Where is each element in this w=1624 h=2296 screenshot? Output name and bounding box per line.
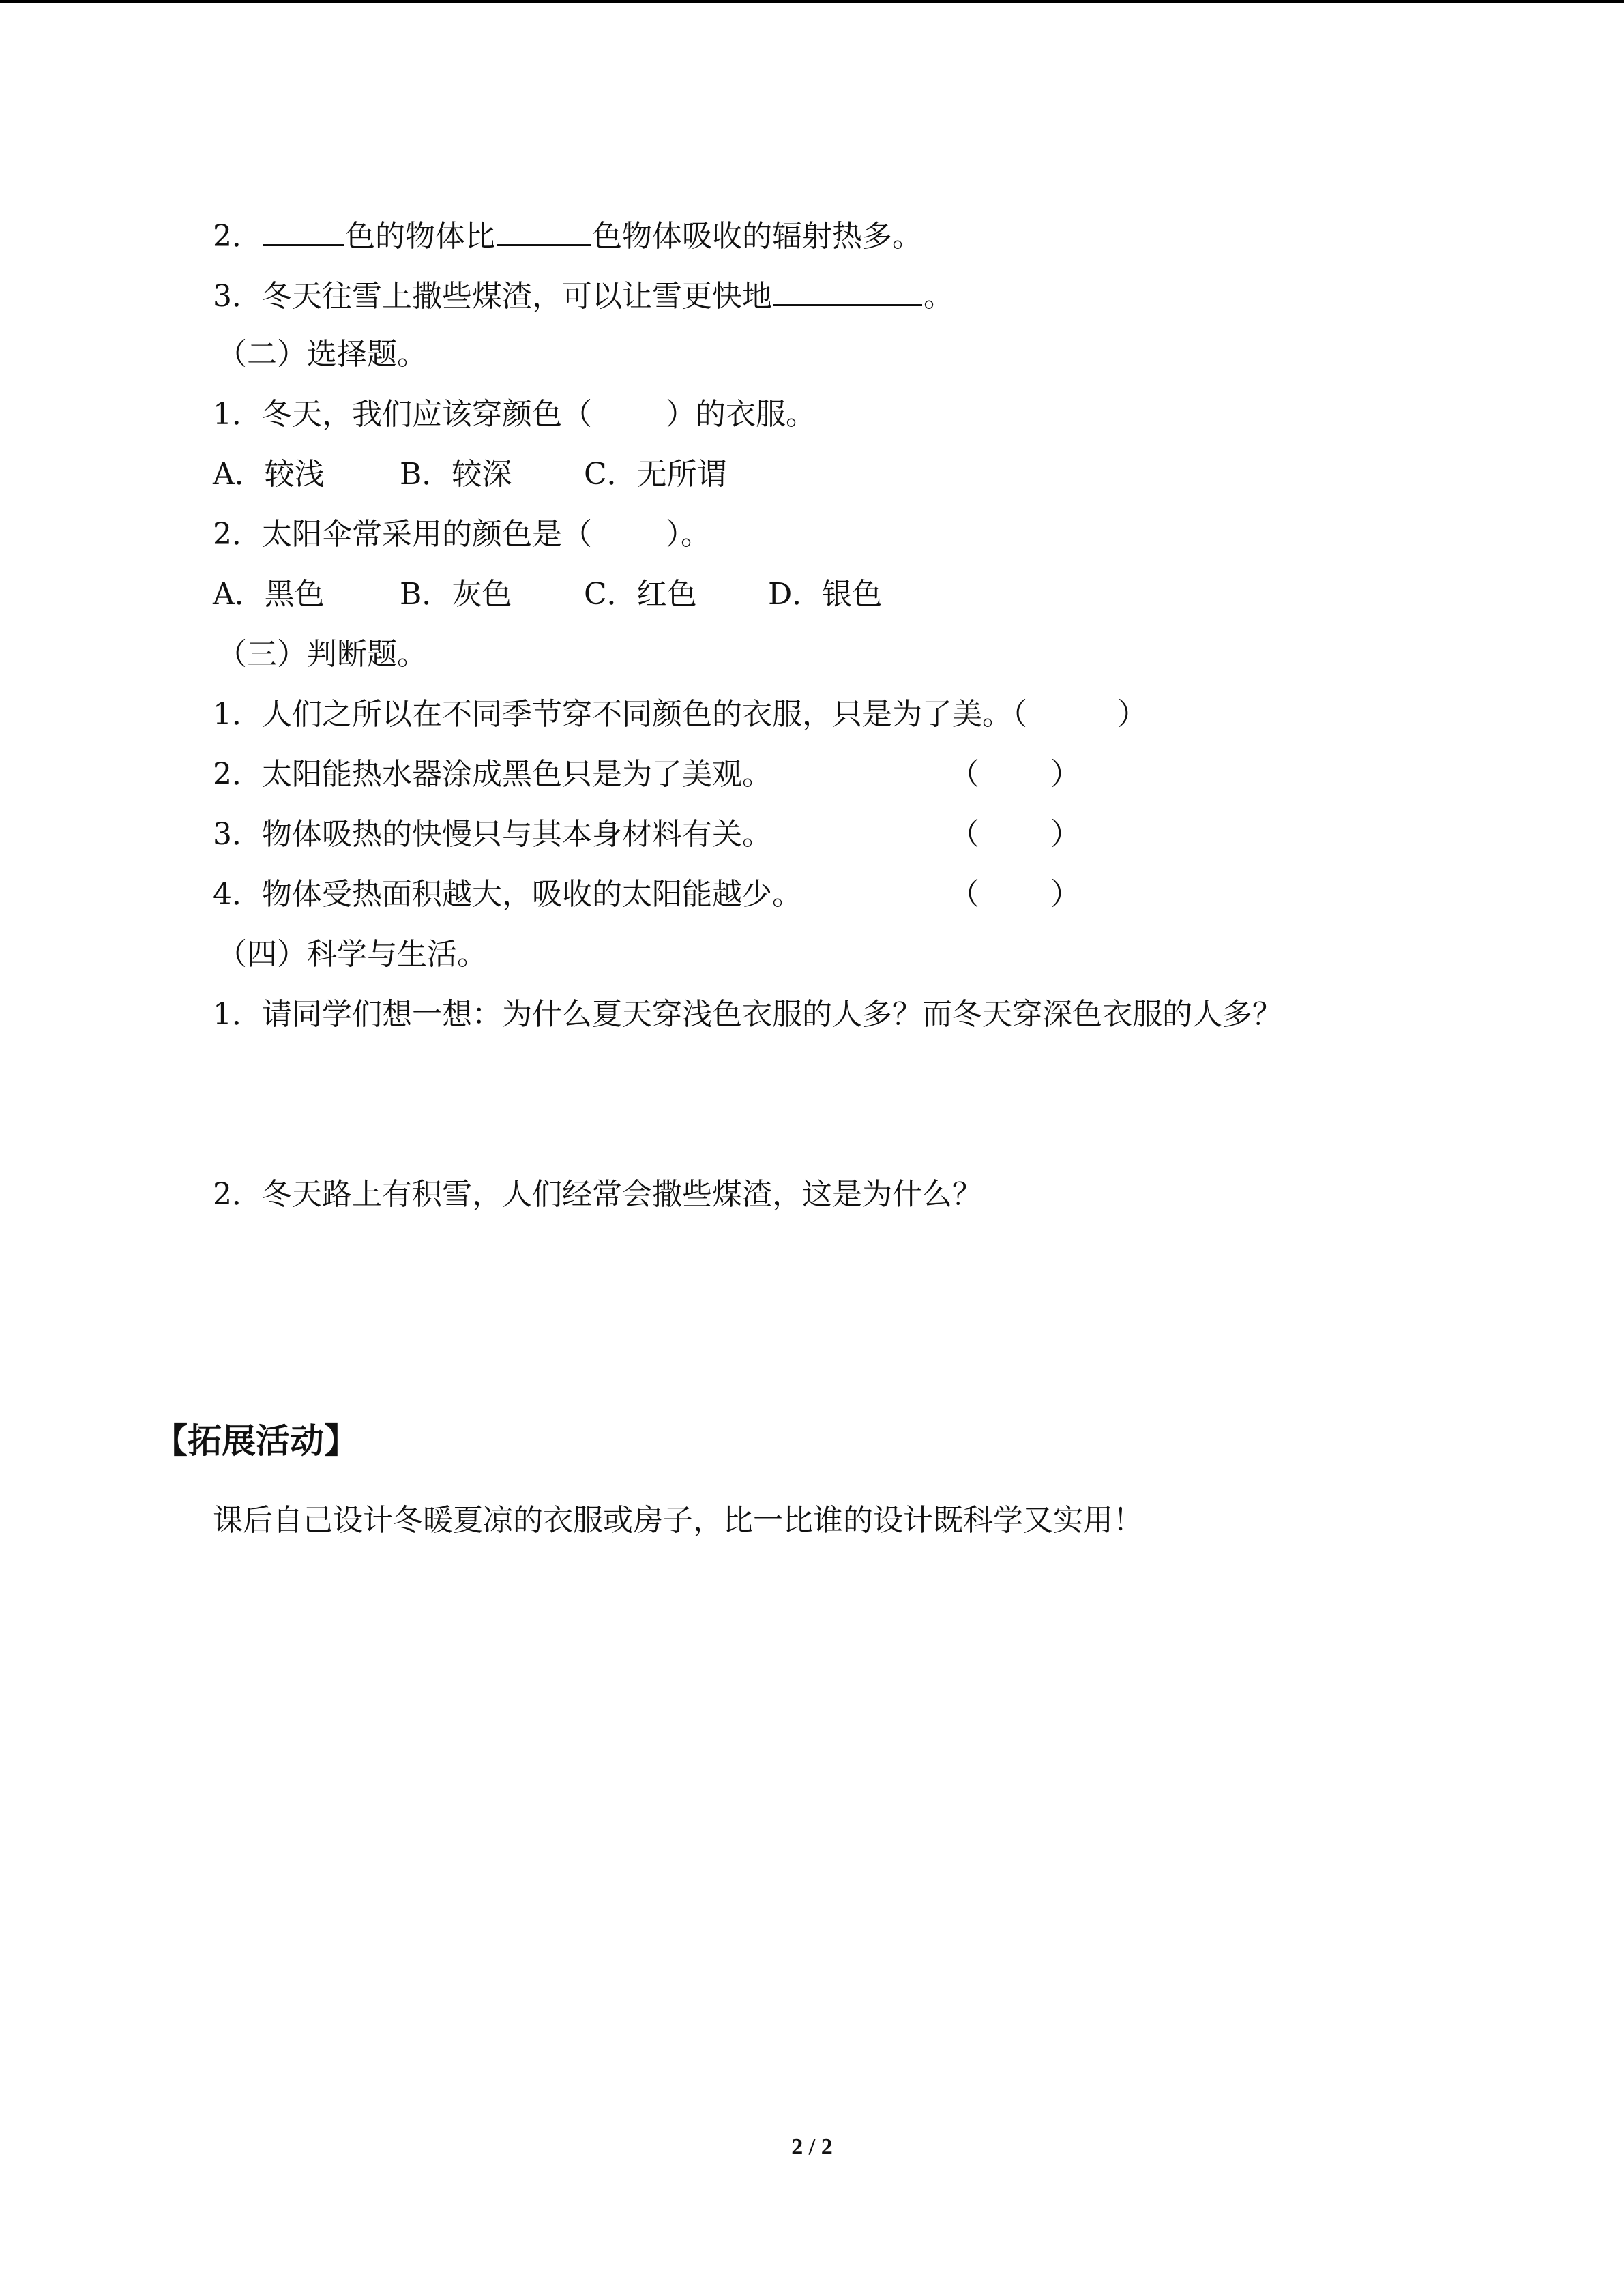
life-question-2: 2．冬天路上有积雪，人们经常会撒些煤渣，这是为什么？: [213, 1177, 982, 1212]
option-a[interactable]: A．较浅: [213, 457, 325, 492]
fill-blank-question-2: [213, 214, 922, 257]
question-text: ）的衣服。: [666, 397, 816, 432]
answer-blank[interactable]: [497, 214, 591, 246]
section-title-life: （四）科学与生活。: [217, 937, 487, 972]
answer-blank[interactable]: [263, 214, 344, 246]
judge-item-1: [213, 694, 1147, 735]
question-text: 2．太阳伞常采用的颜色是（: [213, 517, 592, 552]
judge-item-4: [213, 874, 802, 915]
extension-heading: 【拓展活动】: [153, 1421, 358, 1461]
question-text: 2．太阳能热水器涂成黑色只是为了美观。: [213, 757, 772, 792]
question-text: 冬天往雪上撒些煤渣，可以让雪更快地: [262, 279, 772, 314]
judge-answer-2[interactable]: [949, 754, 1080, 795]
choice-options-2: [213, 574, 882, 615]
close-paren: ）: [1050, 817, 1080, 852]
extension-text: 课后自己设计冬暖夏凉的衣服或房子，比一比谁的设计既科学又实用！: [213, 1503, 1143, 1538]
open-paren: （: [949, 877, 979, 912]
question-number: 2．: [213, 219, 262, 254]
open-paren: （: [949, 757, 979, 792]
question-text: 。: [924, 279, 954, 314]
life-question-1: 1．请同学们想一想：为什么夏天穿浅色衣服的人多？而冬天穿深色衣服的人多？: [213, 997, 1282, 1032]
judge-answer-3[interactable]: [949, 814, 1080, 855]
judge-answer-4[interactable]: [949, 874, 1080, 915]
answer-blank[interactable]: [773, 274, 922, 306]
choice-question-1: [213, 394, 816, 435]
question-text: 4．物体受热面积越大，吸收的太阳能越少。: [213, 877, 802, 912]
close-paren: ）: [1050, 877, 1080, 912]
option-b[interactable]: B．较深: [400, 457, 512, 492]
option-a[interactable]: A．黑色: [213, 577, 325, 612]
judge-item-2: [213, 754, 772, 795]
question-number: 3．: [213, 279, 262, 314]
section-title-judge: （三）判断题。: [217, 637, 427, 672]
option-b[interactable]: B．灰色: [400, 577, 512, 612]
question-text: 1．冬天，我们应该穿颜色（: [213, 397, 592, 432]
question-text: 色物体吸收的辐射热多。: [592, 219, 922, 254]
question-text: 1．人们之所以在不同季节穿不同颜色的衣服，只是为了美。（: [213, 697, 1027, 732]
choice-question-2: [213, 514, 711, 555]
question-text: 色的物体比: [345, 219, 495, 254]
option-c[interactable]: C．无所谓: [584, 457, 727, 492]
fill-blank-question-3: [213, 274, 954, 317]
top-border: [0, 0, 1624, 3]
option-c[interactable]: C．红色: [584, 577, 697, 612]
option-d[interactable]: D．银色: [768, 577, 883, 612]
question-text: 3．物体吸热的快慢只与其本身材料有关。: [213, 817, 772, 852]
choice-options-1: [213, 454, 727, 495]
question-text: ）: [1117, 697, 1147, 732]
section-title-choice: （二）选择题。: [217, 337, 427, 372]
close-paren: ）: [1050, 757, 1080, 792]
judge-item-3: [213, 814, 772, 855]
question-text: ）。: [666, 517, 711, 552]
page-number: 2 / 2: [791, 2134, 833, 2160]
open-paren: （: [949, 817, 979, 852]
